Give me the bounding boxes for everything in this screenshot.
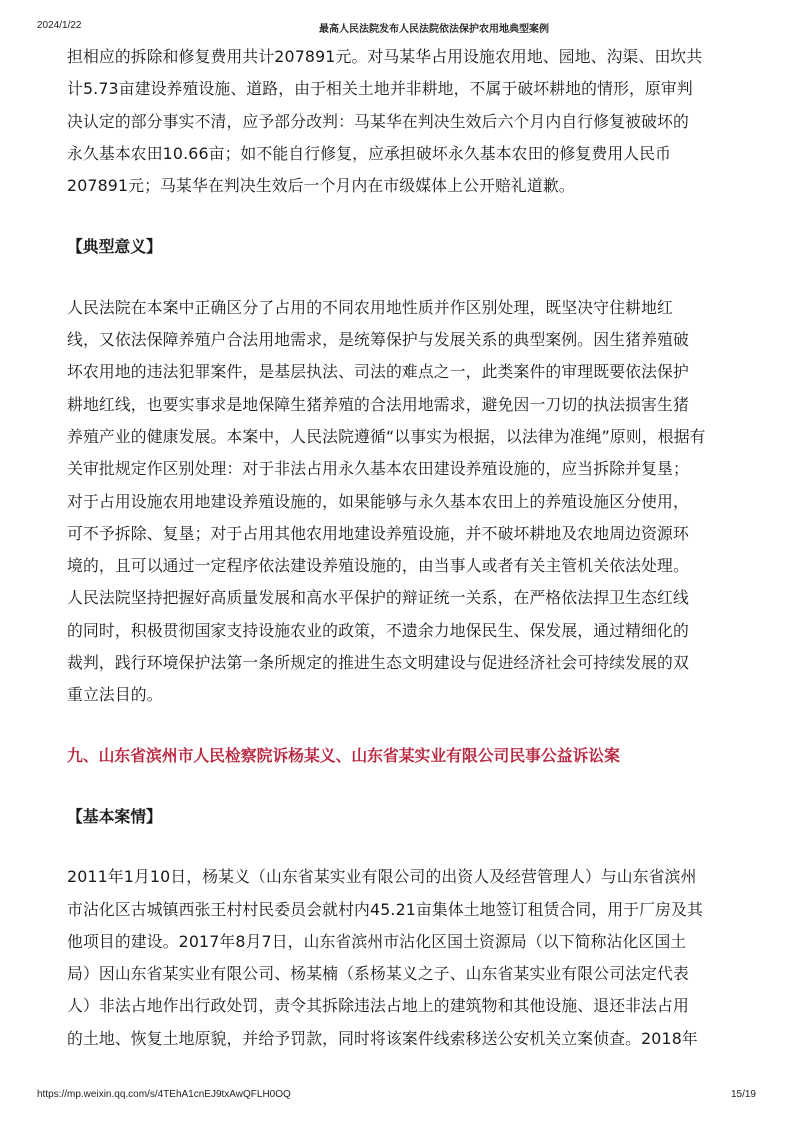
text-line: 永久基本农田10.66亩；如不能自行修复，应承担破坏永久基本农田的修复费用人民币	[67, 143, 672, 163]
text-line: 坏农用地的违法犯罪案件，是基层执法、司法的难点之一，此类案件的审理既要依法保护	[67, 362, 689, 382]
text-line: 重立法目的。	[67, 685, 163, 705]
text-line: 养殖产业的健康发展。本案中，人民法院遵循“以事实为根据，以法律为准绳”原则，根据有	[67, 426, 706, 446]
print-date: 2024/1/22	[37, 20, 82, 31]
text-line: 耕地红线，也要实事求是地保障生猪养殖的合法用地需求，避免因一刀切的执法损害生猪	[67, 394, 689, 414]
paragraph-judgment-result	[67, 41, 729, 202]
text-line: 人民法院坚持把握好高质量发展和高水平保护的辩证统一关系，在严格依法捍卫生态红线	[67, 588, 689, 608]
text-line: 市沾化区古城镇西张王村村民委员会就村内45.21亩集体土地签订租赁合同，用于厂房及其	[67, 899, 704, 919]
source-url-link[interactable]: https://mp.weixin.qq.com/s/4TEhA1cnEJ9txAwQFLH0OQ	[37, 1089, 291, 1100]
heading-significance: 【典型意义】	[67, 237, 162, 257]
paragraph-basic-facts	[67, 861, 729, 1055]
text-line: 担相应的拆除和修复费用共计207891元。对马某华占用设施农用地、园地、沟渠、田坎共	[67, 47, 703, 66]
text-line: 他项目的建设。2017年8月7日，山东省滨州市沾化区国土资源局（以下简称沾化区国土	[67, 931, 687, 951]
paragraph-significance	[67, 292, 729, 712]
text-line: 境的，且可以通过一定程序依法建设养殖设施的，由当事人或者有关主管机关依法处理。	[67, 556, 689, 576]
print-footer	[37, 1089, 756, 1103]
print-document-title: 最高人民法院发布人民法院依法保护农用地典型案例	[319, 24, 549, 35]
text-line: 2011年1月10日，杨某义（山东省某实业有限公司的出资人及经营管理人）与山东省滨州	[67, 867, 697, 887]
text-line: 线，又依法保障养殖户合法用地需求，是统筹保护与发展关系的典型案例。因生猪养殖破	[67, 330, 689, 350]
text-line: 计5.73亩建设养殖设施、道路，由于相关土地并非耕地，不属于破坏耕地的情形，原审判	[67, 79, 693, 99]
heading-basic-facts: 【基本案情】	[67, 806, 162, 826]
text-line: 可不予拆除、复垦；对于占用其他农用地建设养殖设施，并不破坏耕地及农地周边资源环	[67, 523, 689, 543]
case-section-title: 九、山东省滨州市人民检察院诉杨某义、山东省某实业有限公司民事公益诉讼案	[67, 745, 620, 765]
article-body	[67, 41, 729, 1055]
text-line: 的土地、恢复土地原貌，并给予罚款，同时将该案件线索移送公安机关立案侦查。2018年	[67, 1028, 698, 1048]
page-number: 15/19	[730, 1089, 756, 1100]
text-line: 207891元；马某华在判决生效后一个月内在市级媒体上公开赔礼道歉。	[67, 176, 575, 196]
text-line: 局）因山东省某实业有限公司、杨某楠（系杨某义之子、山东省某实业有限公司法定代表	[67, 964, 689, 984]
text-line: 的同时，积极贯彻国家支持设施农业的政策，不遗余力地保民生、保发展，通过精细化的	[67, 620, 689, 640]
text-line: 人民法院在本案中正确区分了占用的不同农用地性质并作区别处理，既坚决守住耕地红	[67, 297, 673, 317]
text-line: 对于占用设施农用地建设养殖设施的，如果能够与永久基本农田上的养殖设施区分使用，	[67, 491, 689, 511]
text-line: 裁判，践行环境保护法第一条所规定的推进生态文明建设与促进经济社会可持续发展的双	[67, 653, 689, 673]
text-line: 人）非法占地作出行政处罚，责令其拆除违法占地上的建筑物和其他设施、退还非法占用	[67, 996, 689, 1016]
text-line: 关审批规定作区别处理：对于非法占用永久基本农田建设养殖设施的，应当拆除并复垦；	[67, 459, 689, 479]
print-header	[37, 20, 756, 34]
text-line: 决认定的部分事实不清，应予部分改判：马某华在判决生效后六个月内自行修复被破坏的	[67, 111, 689, 131]
